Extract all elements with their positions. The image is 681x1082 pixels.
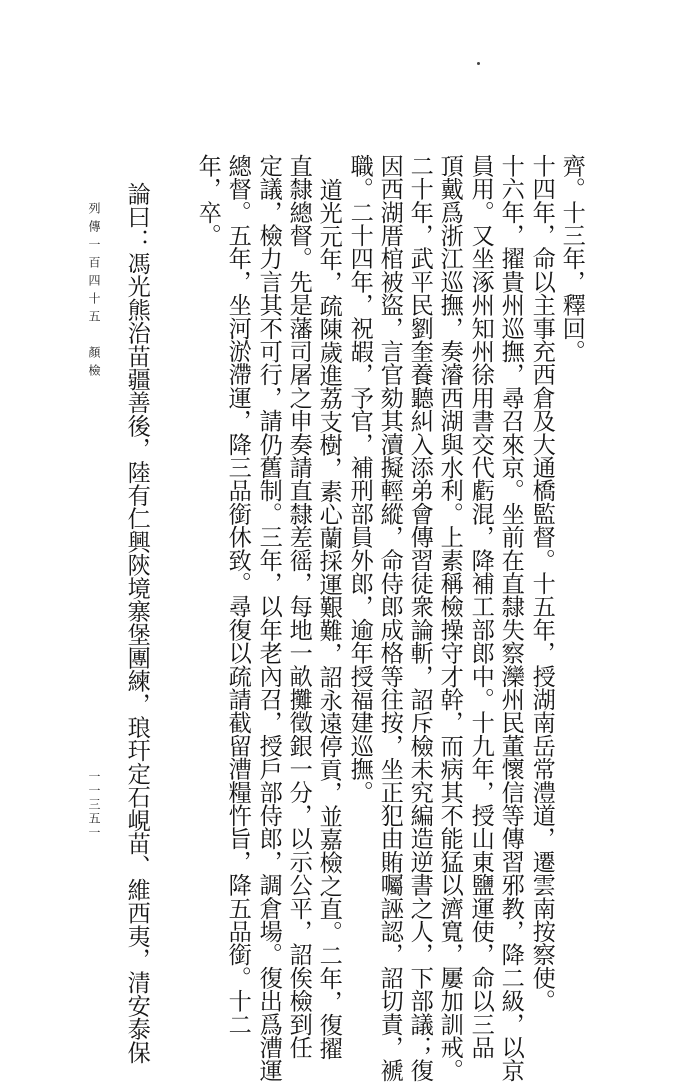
text-column-7: 因西湖厝棺被盜，言官劾其瀆擬輕縱，命侍郎成格等往按，坐正犯由賄囑誣認，詔切責，褫 [376,154,404,1082]
text-column-3: 十六年，擢貴州巡撫，尋召來京。坐前在直隸失察灤州民董懷信等傳習邪教，降二級，以京 [497,154,525,1082]
text-column-12: 總督。五年，坐河淤滯運，降三品銜休致。尋復以疏請截留漕糧忤旨，降五品銜。十二 [224,154,252,1036]
text-column-13: 年，卒。 [194,154,222,247]
text-column-6: 二十年，武平民劉奎養聽糾入添弟會傳習徒衆論斬，詔斥檢未究編造逆書之人，下部議；復 [406,154,434,1082]
text-column-4: 員用。又坐涿州知州徐用書交代虧混，降補工部郎中。十九年，授山東鹽運使，命以三品 [467,154,495,1059]
lun-column: 論曰：馮光熊治苗疆善後，陸有仁興陝境寨堡團練，琅玕定石峴苗、維西夷，清安泰保 [123,182,151,1064]
text-column-10: 直隸總督。先是藩司屠之申奏請直隸差徭，每地一畝攤徵銀一分，以示公平，詔俟檢到任 [285,154,313,1059]
text-column-9: 道光元年，疏陳歲進荔支樹，素心蘭採運艱難，詔永遠停貢，並嘉檢之直。二年，復擢 [315,178,343,1060]
running-head: 列傳一百四十五 顏檢 [87,202,101,382]
speck-mark [477,62,480,65]
text-column-5: 頂戴爲浙江巡撫，奏濬西湖與水利。上素稱檢操守才幹，而病其不能猛以濟寬，屢加訓戒。 [436,154,464,1082]
text-column-2: 十四年，命以主事充西倉及大通橋監督。十五年，授湖南岳常澧道，遷雲南按察使。 [528,154,556,1013]
page-number: 一一三五一 [87,770,101,840]
text-column-11: 定議，檢力言其不可行，請仍舊制。三年，以年老內召，授戶部侍郎，調倉場。復出爲漕運 [255,154,283,1082]
text-column-1: 齊。十三年，釋回。 [558,154,586,363]
text-column-8: 職。二十四年，祝嘏，予官，補刑部員外郎，逾年授福建巡撫。 [346,154,374,804]
